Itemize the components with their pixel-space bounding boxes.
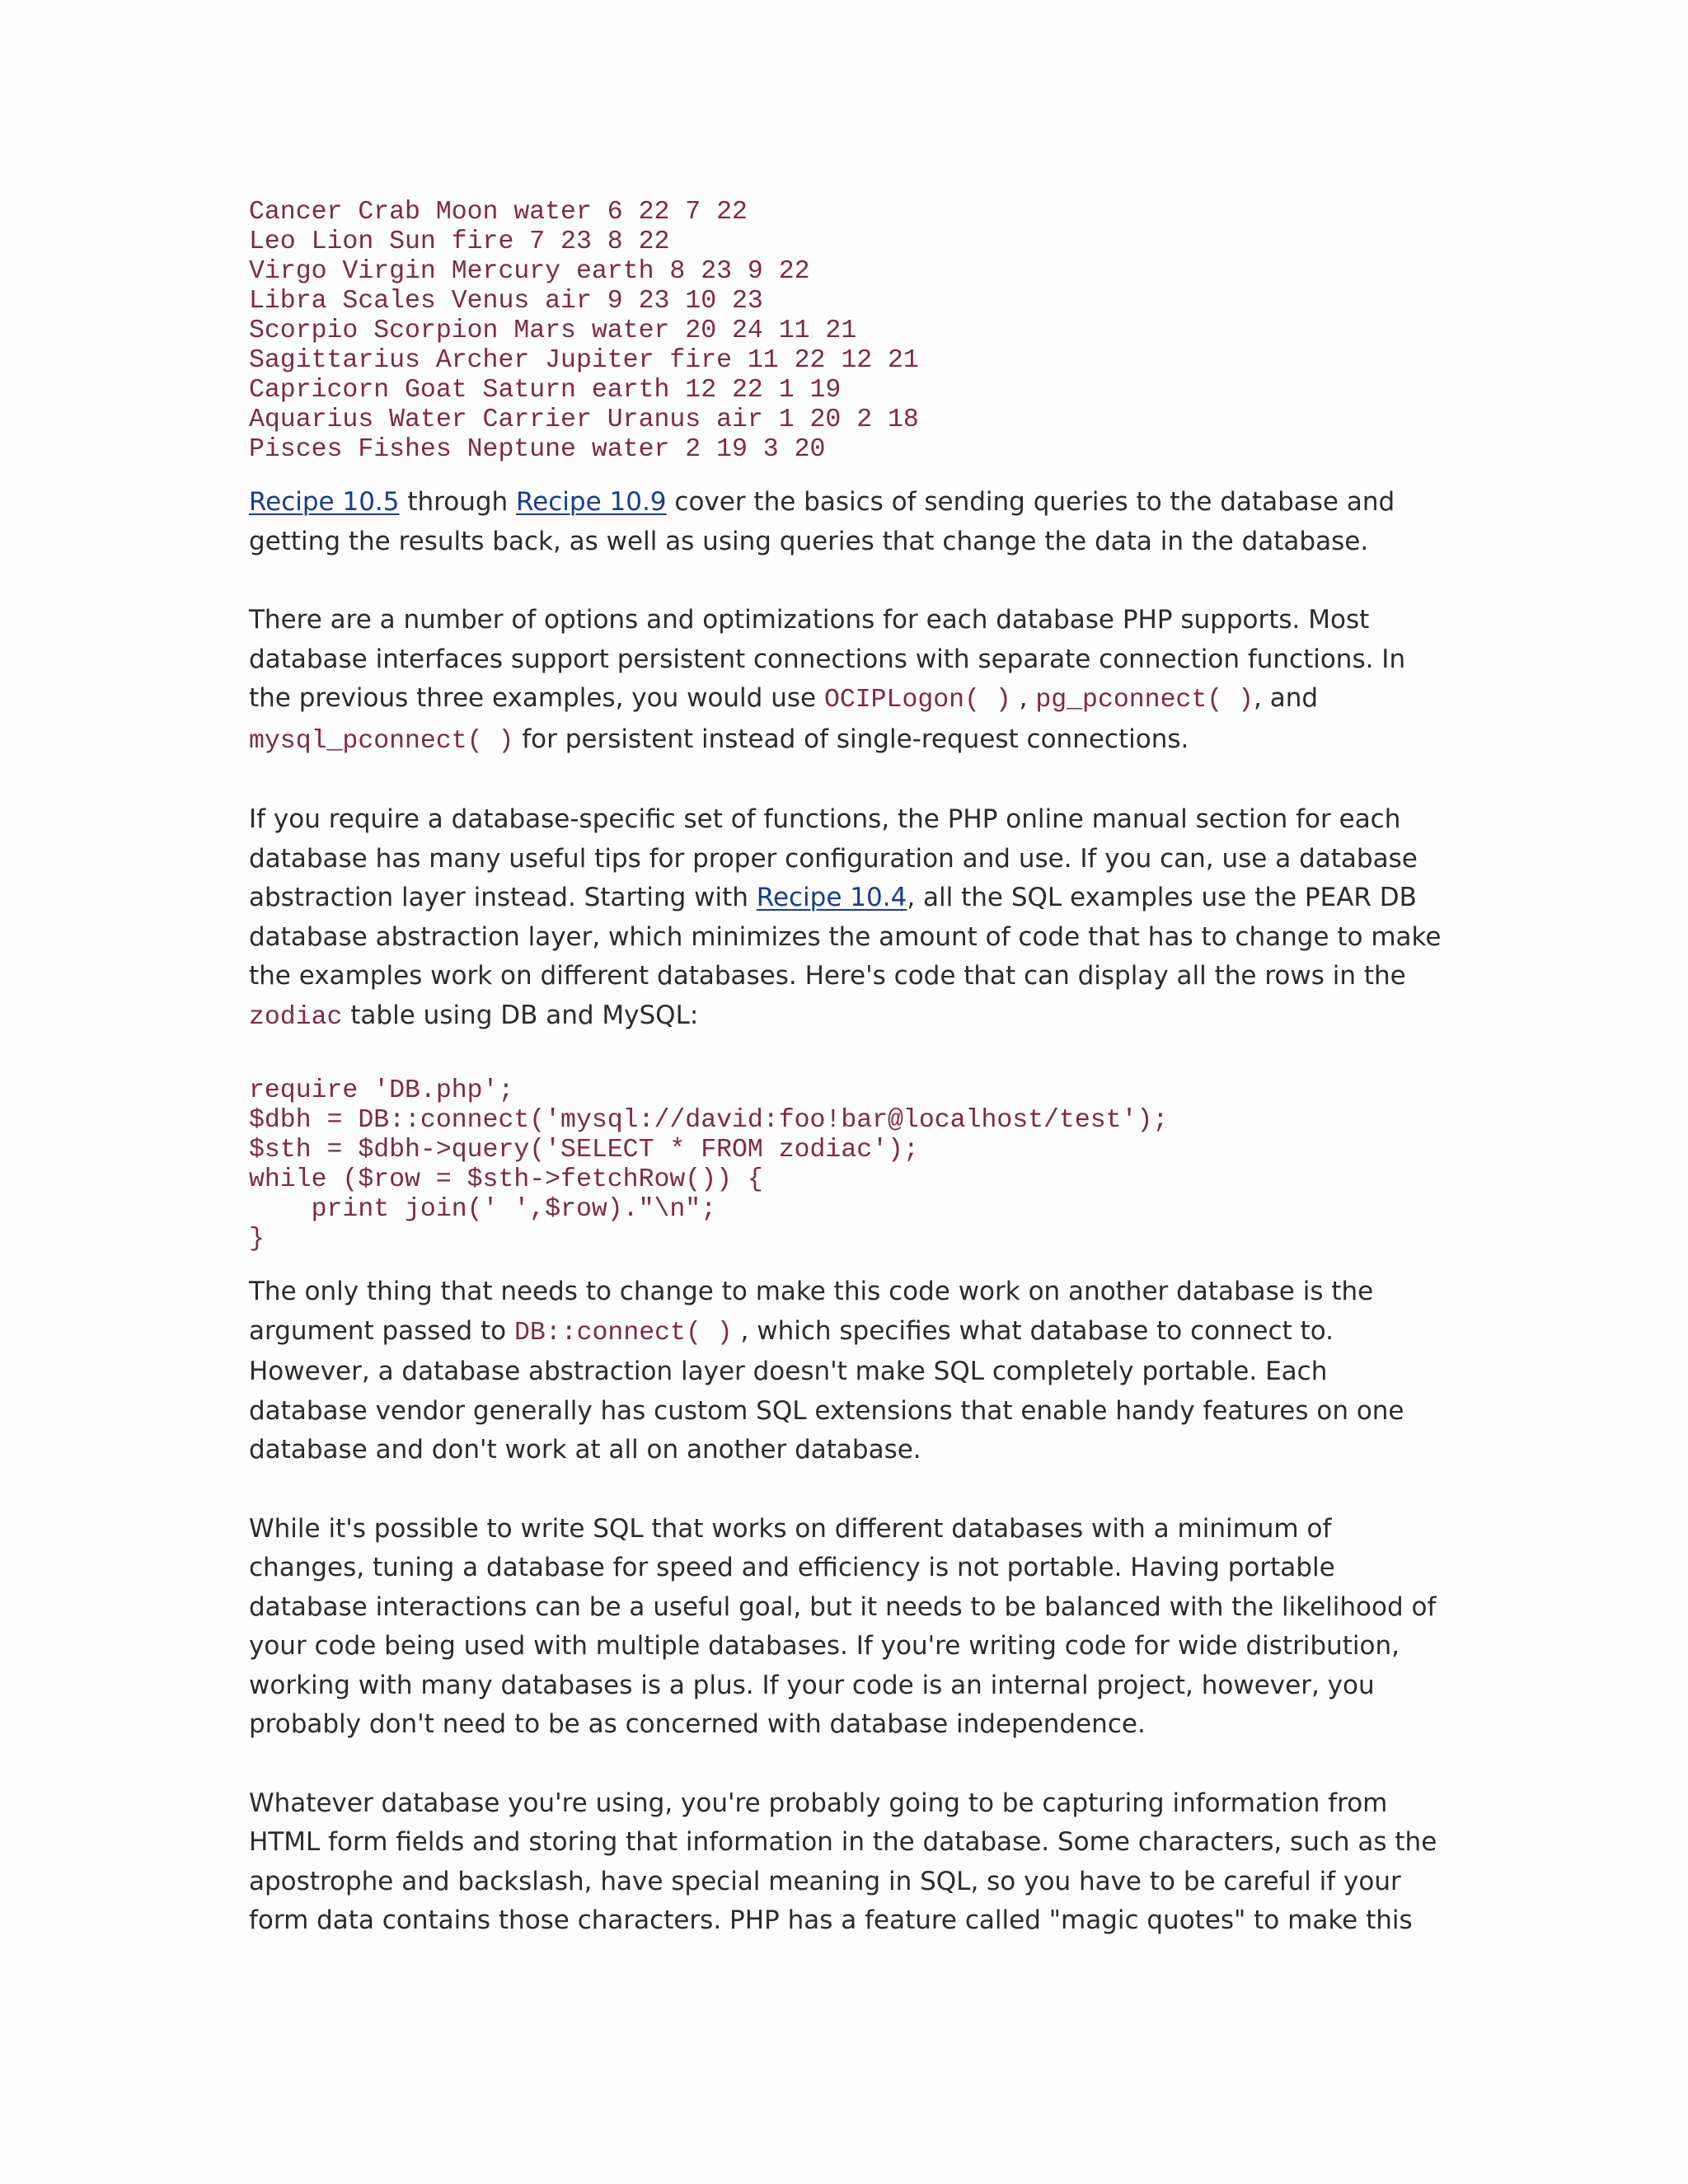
recipe-10-5-link[interactable]: Recipe 10.5 <box>249 487 400 517</box>
paragraph-text: through <box>399 487 517 517</box>
code-line: $sth = $dbh->query('SELECT * FROM zodiac'); <box>249 1136 919 1165</box>
paragraph-recipes <box>249 483 1452 561</box>
paragraph-text: , <box>1010 683 1036 713</box>
zodiac-row-capricorn: Capricorn Goat Saturn earth 12 22 1 19 <box>249 376 842 405</box>
code-line: print join(' ',$row)."\n"; <box>249 1195 717 1224</box>
code-line: require 'DB.php'; <box>249 1076 514 1105</box>
paragraph-text: , and <box>1254 683 1319 713</box>
zodiac-row-cancer: Cancer Crab Moon water 6 22 7 22 <box>249 198 748 227</box>
inline-code-ociplogon: OCIPLogon( ) <box>823 686 1011 715</box>
code-line: } <box>249 1225 265 1254</box>
zodiac-table-block <box>249 198 1452 465</box>
code-line: $dbh = DB::connect('mysql://david:foo!bar@localhost/test'); <box>249 1106 1169 1135</box>
paragraph-text: for persistent instead of single-request connections. <box>513 724 1189 754</box>
inline-code-db-connect: DB::connect( ) <box>514 1318 733 1347</box>
zodiac-row-aquarius: Aquarius Water Carrier Uranus air 1 20 2 18 <box>249 405 919 434</box>
paragraph-text: If you require a database-specific set of functions, the PHP online manual section for each database has many useful tips for proper configuration and use. If you can, use a database abstraction layer instead. Starting with <box>249 804 1418 912</box>
paragraph-text: While it's possible to write SQL that works on different databases with a minimum of changes, tuning a database for speed and efficiency is not portable. Having portable database interactions can be a useful goal, but it needs to be balanced with the likelihood of your code being used with multiple databases. If you're writing code for wide distribution, working with many databases is a plus. If your code is an internal project, however, you probably don't need to be as concerned with database independence. <box>249 1513 1437 1739</box>
paragraph-abstraction-layer <box>249 800 1452 1037</box>
recipe-10-4-link[interactable]: Recipe 10.4 <box>756 883 907 912</box>
zodiac-row-libra: Libra Scales Venus air 9 23 10 23 <box>249 287 763 316</box>
code-line: while ($row = $sth->fetchRow()) { <box>249 1165 763 1194</box>
paragraph-text: There are a number of options and optimizations for each database PHP supports. Most database interfaces support persistent connections with separate connection functions. In the previous three examples, you would use <box>249 605 1406 713</box>
paragraph-text: The only thing that needs to change to make this code work on another database is the argument passed to <box>249 1277 1374 1346</box>
zodiac-row-leo: Leo Lion Sun fire 7 23 8 22 <box>249 227 670 256</box>
recipe-10-9-link[interactable]: Recipe 10.9 <box>516 487 667 517</box>
inline-code-pg-pconnect: pg_pconnect( ) <box>1035 686 1254 715</box>
paragraph-magic-quotes <box>249 1784 1452 1941</box>
paragraph-persistent-connections <box>249 601 1452 761</box>
paragraph-text: table using DB and MySQL: <box>342 1000 699 1030</box>
paragraph-db-connect <box>249 1272 1452 1470</box>
inline-code-zodiac: zodiac <box>249 1002 343 1032</box>
paragraph-text: Whatever database you're using, you're probably going to be capturing information from HTML form fields and storing that information in the database. Some characters, such as the apostrophe and backslash, have special meaning in SQL, so you have to be careful if your form data contains those characters. PHP has a feature called "magic quotes" to make this <box>249 1788 1437 1935</box>
inline-code-mysql-pconnect: mysql_pconnect( ) <box>249 726 514 756</box>
paragraph-portability <box>249 1510 1452 1745</box>
paragraph-text: , all the SQL examples use the PEAR DB database abstraction layer, which minimizes the amount of code that has to change to make the examples work on different databases. Here's code that can display all the rows in the <box>249 883 1442 991</box>
db-code-block <box>249 1076 1452 1254</box>
zodiac-row-pisces: Pisces Fishes Neptune water 2 19 3 20 <box>249 435 826 464</box>
paragraph-text: , which specifies what database to connect to. However, a database abstraction layer doesn't make SQL completely portable. Each database vendor generally has custom SQL extensions that enable handy features on one database and don't work at all on another database. <box>249 1315 1404 1465</box>
zodiac-row-scorpio: Scorpio Scorpion Mars water 20 24 11 21 <box>249 316 857 345</box>
zodiac-row-sagittarius: Sagittarius Archer Jupiter fire 11 22 12 21 <box>249 346 919 375</box>
paragraph-text: cover the basics of sending queries to the database and getting the results back, as well as using queries that change the data in the database. <box>249 487 1395 556</box>
document-page <box>249 198 1452 1941</box>
zodiac-row-virgo: Virgo Virgin Mercury earth 8 23 9 22 <box>249 257 810 286</box>
